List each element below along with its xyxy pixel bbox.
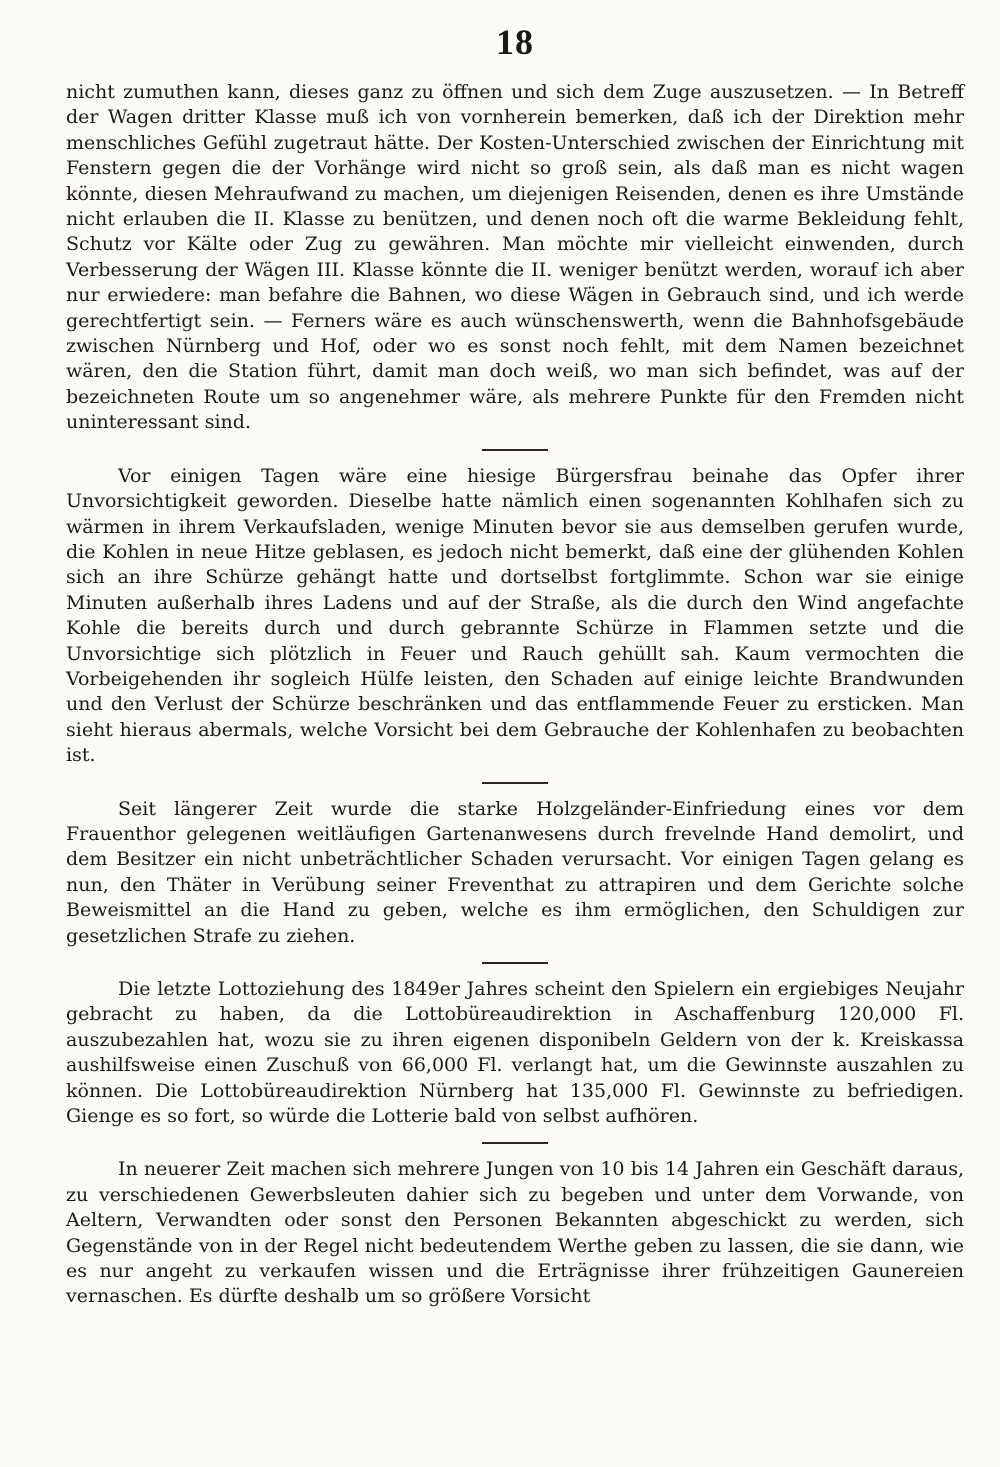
article-rail-travel: nicht zumuthen kann, dieses ganz zu öffnen und sich dem Zuge auszusetzen. — In Betreff der Wagen dritter Klasse muß ich von vornherein bemerken, daß ich der Direktion mehr menschliches Gefühl zugetraut hätte. Der Kosten-Unterschied zwischen der Einrichtung mit Fenstern gegen die der Vorhänge wird nicht so groß sein, als daß man es nicht wagen könnte, diesen Mehraufwand zu machen, um diejenigen Reisenden, denen es ihre Umstände nicht erlauben die II. Klasse zu benützen, und denen noch oft die warme Bekleidung fehlt, Schutz vor Kälte oder Zug zu gewähren. Man möchte mir vielleicht einwenden, durch Verbesserung der Wägen III. Klasse könnte die II. weniger benützt werden, worauf ich aber nur erwiedere: man befahre die Bahnen, wo diese Wägen in Gebrauch sind, und ich werde gerechtfertigt sein. — Ferners wäre es auch wünschenswerth, wenn die Bahnhofsgebäude zwischen Nürnberg und Hof, oder wo es sonst noch fehlt, mit dem Namen bezeichnet wären, den die Station führt, damit man doch weiß, wo man sich befindet, was auf der bezeichneten Route um so angenehmer wäre, als mehrere Punkte für den Fremden nicht uninteressant sind. [66, 81, 964, 434]
article-separator [482, 782, 548, 784]
page-number: 18 [496, 22, 534, 62]
article-separator [482, 1142, 548, 1144]
article-separator [482, 962, 548, 964]
article-apron-fire: Vor einigen Tagen wäre eine hiesige Bürgersfrau beinahe das Opfer ihrer Unvorsichtigkeit geworden. Dieselbe hatte nämlich einen sogenannten Kohlhafen sich zu wärmen in ihrem Verkaufsladen, wenige Minuten bevor sie aus demselben gerufen wurde, die Kohlen in neue Hitze geblasen, es jedoch nicht bemerkt, daß eine der glühenden Kohlen sich an ihre Schürze gehängt hatte und dortselbst fortglimmte. Schon war sie einige Minuten außerhalb ihres Ladens und auf der Straße, als die durch den Wind angefachte Kohle die bereits durch und durch gebrannte Schürze in Flammen setzte und die Unvorsichtige sich plötzlich in Feuer und Rauch gehüllt sah. Kaum vermochten die Vorbeigehenden ihr sogleich Hülfe leisten, den Schaden auf einige leichte Brandwunden und den Verlust der Schürze beschränken und das entflammende Feuer zu ersticken. Man sieht hieraus abermals, welche Vorsicht bei dem Gebrauche der Kohlenhafen zu beobachten ist. [66, 464, 964, 767]
article-lottery: Die letzte Lottoziehung des 1849er Jahres scheint den Spielern ein ergiebiges Neujahr gebracht zu haben, da die Lottobüreaudirektion in Aschaffenburg 120,000 Fl. auszubezahlen hat, wozu sie zu ihren eigenen disponibeln Geldern von der k. Kreiskassa aushilfsweise einen Zuschuß von 66,000 Fl. verlangt hat, um die Gewinnste auszahlen zu können. Die Lottobüreaudirektion Nürnberg hat 135,000 Fl. Gewinnste zu befriedigen. Gienge es so fort, so würde die Lotterie bald von selbst aufhören. [66, 978, 964, 1128]
article-young-swindlers: In neuerer Zeit machen sich mehrere Jungen von 10 bis 14 Jahren ein Geschäft daraus, zu verschiedenen Gewerbsleuten dahier sich zu begeben und unter dem Vorwande, von Aeltern, Verwandten oder sonst den Personen Bekannten abgeschickt zu werden, sich Gegenstände von in der Regel nicht bedeutendem Werthe geben zu lassen, die sie dann, wie es nur angeht zu verkaufen wissen und die Erträgnisse ihrer frühzeitigen Gaunereien vernaschen. Es dürfte deshalb um so größere Vorsicht [66, 1158, 964, 1308]
article-separator [482, 449, 548, 451]
article-fence-vandalism: Seit längerer Zeit wurde die starke Holzgeländer-Einfriedung eines vor dem Frauenthor gelegenen weitläufigen Gartenanwesens durch frevelnde Hand demolirt, und dem Besitzer ein nicht unbeträchtlicher Schaden verursacht. Vor einigen Tagen gelang es nun, den Thäter in Verübung seiner Freventhat zu attrapiren und dem Gerichte solche Beweismittel an die Hand zu geben, welche es ihm ermöglichen, den Schuldigen zur gesetzlichen Strafe zu ziehen. [66, 797, 964, 947]
